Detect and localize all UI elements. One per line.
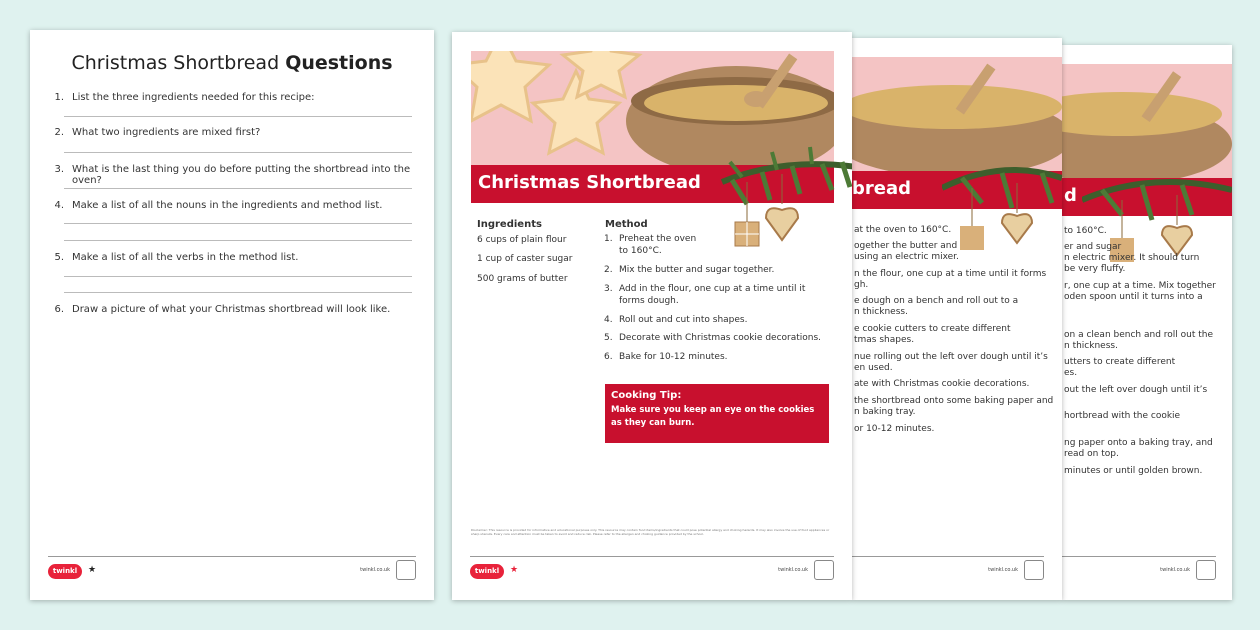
ingredients-title: Ingredients (477, 219, 542, 230)
disclaimer-text: Disclaimer: This resource is provided for informative and educational purposes only. This resource may contain food items/ingredients that could pose potential allergy and choking hazards. It may also involve the use of food appliances or sharp utensils. Every care and attention must be taken to avoid and reduce risk. Please refer to the allergen and choking guidance provided by the school. (471, 528, 830, 536)
answer-line[interactable] (64, 188, 412, 189)
ingredient-item: 500 grams of butter (477, 274, 568, 284)
back-recipe-sheet-2 (1062, 45, 1232, 600)
recipe-title: d (1064, 185, 1077, 206)
answer-line[interactable] (64, 223, 412, 224)
method-line: utters to create different (1064, 357, 1176, 367)
answer-line[interactable] (64, 276, 412, 277)
quality-badge-icon (814, 560, 834, 580)
page-footer (48, 556, 416, 582)
quality-badge-icon (396, 560, 416, 580)
method-line: the shortbread onto some baking paper and (854, 396, 1054, 406)
method-title: Method (605, 219, 648, 230)
star-icon: ★ (88, 565, 97, 575)
christmas-decoration-icon (942, 148, 1062, 288)
method-line: nue rolling out the left over dough until it’s (854, 352, 1048, 362)
footer-site: twinkl.co.uk (1160, 567, 1190, 573)
method-line: read on top. (1064, 449, 1119, 459)
answer-line[interactable] (64, 152, 412, 153)
star-icon: ★ (510, 565, 519, 575)
method-line: er and sugar (1064, 242, 1122, 252)
answer-line[interactable] (64, 292, 412, 293)
quality-badge-icon (1196, 560, 1216, 580)
method-line: hortbread with the cookie (1064, 411, 1181, 421)
method-line: on a clean bench and roll out the (1064, 330, 1214, 340)
method-line: out the left over dough until it’s (1064, 385, 1208, 395)
page-title: Christmas Shortbread Questions (71, 52, 393, 74)
method-line: e cookie cutters to create different (854, 324, 1011, 334)
recipe-sheet: Christmas Shortbread Ingredients 6 cups of plain flour 1 cup of caster sugar 500 grams of butter Method 1. Preheat the oven to 160°C. 2. Mix the butter and sugar together. 3. Add in the flour, one cup at a time until it forms dough. 4. Roll out and cut into shapes. 5. Decorate with Christmas cookie decorations. 6. Bake for 10-12 minutes. Cooking Tip: Make sure you keep an eye on the cookies as they can burn. Disclaimer: This resource is provided for informative and educational purposes only. This resource may contain food items/ingredients that could pose potential allergy and choking hazards. It may also involve the use of food appliances or sharp utensils. Every care and attention must be taken to avoid and reduce risk. Please refer to the allergen and choking guidance provided by the school. twinkl ★ twinkl.co.uk (452, 32, 852, 600)
method-line: e dough on a bench and roll out to a (854, 296, 1019, 306)
page-footer (470, 556, 834, 582)
questions-sheet: Christmas Shortbread Questions 1. List the three ingredients needed for this recipe: 2. What two ingredients are mixed first? 3. What is the last thing you do before putting the shortbread into the oven? 4. Make a list of all the nouns in the ingredients and method list. 5. Make a list of all the verbs in the method list. 6. Draw a picture of what your Christmas shortbread will look like. twinkl ★ twinkl.co.uk (30, 30, 434, 600)
back-recipe-sheet-1 (852, 38, 1062, 600)
recipe-title: Christmas Shortbread (478, 172, 701, 193)
method-line: ng paper onto a baking tray, and (1064, 438, 1213, 448)
method-line: n the flour, one cup at a time until it forms (854, 269, 1047, 279)
answer-line[interactable] (64, 240, 412, 241)
method-line: ate with Christmas cookie decorations. (854, 379, 1030, 389)
ingredient-item: 1 cup of caster sugar (477, 254, 573, 264)
cooking-tip-text: Make sure you keep an eye on the cookies as they can burn. (611, 405, 815, 428)
method-line: tmas shapes. (854, 335, 915, 345)
method-line: be very fluffy. (1064, 264, 1126, 274)
method-line: or 10-12 minutes. (854, 424, 935, 434)
method-line: n thickness. (1064, 341, 1118, 351)
method-line: gh. (854, 280, 869, 290)
method-line: en used. (854, 363, 893, 373)
quality-badge-icon (1024, 560, 1044, 580)
cooking-tip-box (605, 384, 829, 443)
method-line: r, one cup at a time. Mix together (1064, 281, 1216, 291)
footer-site: twinkl.co.uk (360, 567, 390, 573)
footer-site: twinkl.co.uk (988, 567, 1018, 573)
method-line: to 160°C. (1064, 226, 1107, 236)
cooking-tip-title: Cooking Tip: (611, 390, 682, 401)
twinkl-logo-icon: twinkl (470, 564, 504, 579)
method-line: ogether the butter and (854, 241, 958, 251)
recipe-title: bread (852, 178, 912, 199)
method-line: n thickness. (854, 307, 908, 317)
method-line: n baking tray. (854, 407, 916, 417)
method-line: n electric mixer. It should turn (1064, 253, 1200, 263)
answer-line[interactable] (64, 116, 412, 117)
method-line: at the oven to 160°C. (854, 225, 952, 235)
ingredient-item: 6 cups of plain flour (477, 235, 567, 245)
footer-site: twinkl.co.uk (778, 567, 808, 573)
method-line: using an electric mixer. (854, 252, 959, 262)
twinkl-logo-icon: twinkl (48, 564, 82, 579)
method-line: es. (1064, 368, 1078, 378)
method-line: oden spoon until it turns into a (1064, 292, 1203, 302)
method-line: minutes or until golden brown. (1064, 466, 1203, 476)
